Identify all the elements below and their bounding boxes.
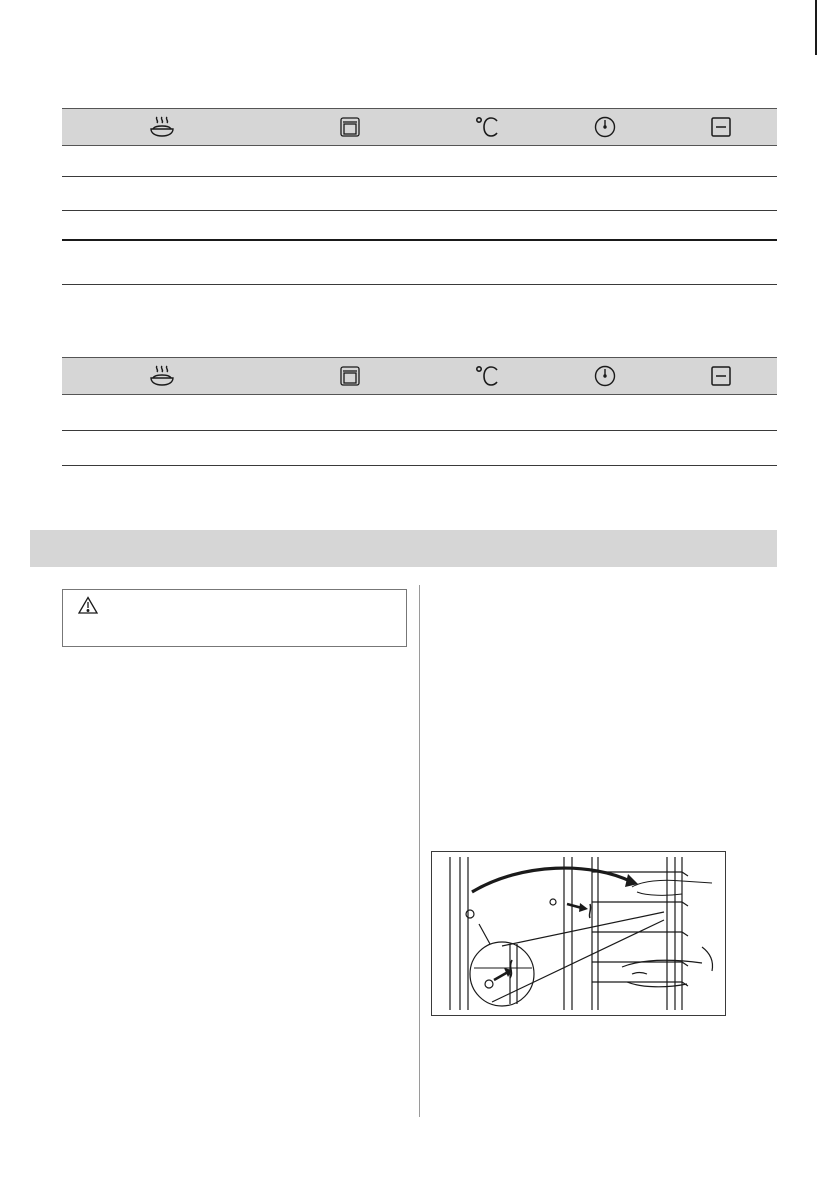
table-row: [62, 146, 777, 177]
cooking-table-2: [62, 357, 777, 466]
oven-shelf-illustration: [431, 851, 726, 1016]
table-row: [62, 211, 777, 241]
table-row: [62, 177, 777, 211]
table-row: [62, 431, 777, 466]
oven-function-icon: [310, 358, 390, 394]
dish-icon: [122, 109, 202, 145]
clock-icon: [580, 109, 630, 145]
shelf-position-icon: [698, 109, 744, 145]
celsius-icon: [458, 358, 518, 394]
cooking-table-1: [62, 108, 777, 285]
table-header: [62, 357, 777, 395]
warning-icon: [78, 596, 98, 619]
celsius-icon: [458, 109, 518, 145]
clock-icon: [580, 358, 630, 394]
warning-box: [62, 589, 407, 647]
table-row: [62, 241, 777, 285]
page-edge-marker: [815, 0, 817, 55]
shelf-position-icon: [698, 358, 744, 394]
table-row: [62, 395, 777, 431]
column-divider: [419, 585, 420, 1117]
section-heading-bar: [30, 530, 777, 567]
table-header: [62, 108, 777, 146]
oven-function-icon: [310, 109, 390, 145]
dish-icon: [122, 358, 202, 394]
